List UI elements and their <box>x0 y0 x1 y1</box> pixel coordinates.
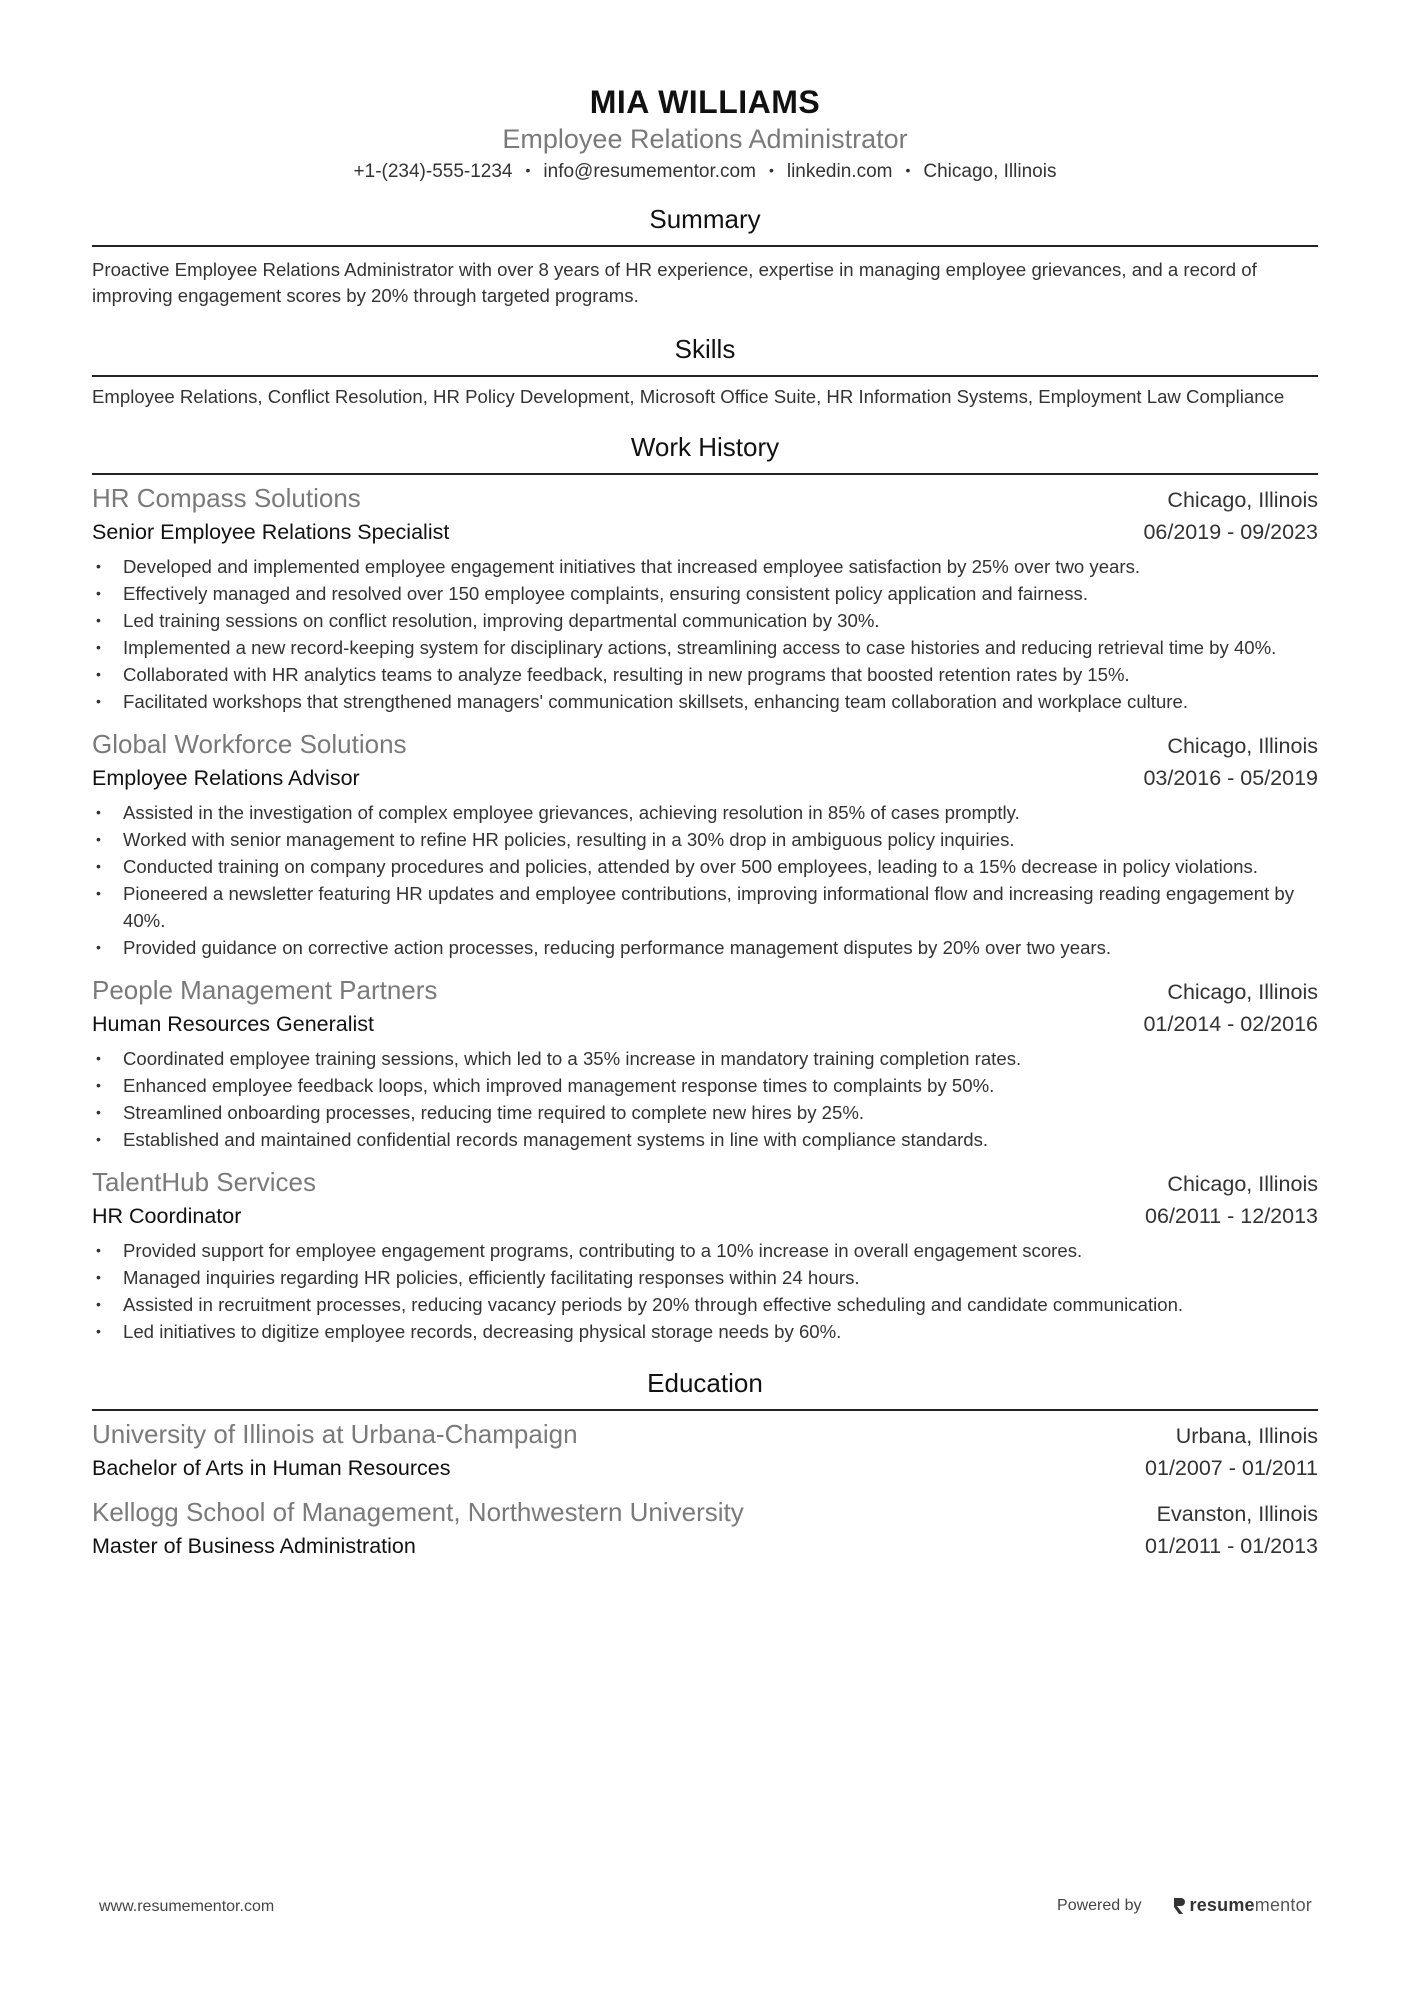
bullet-icon: • <box>96 1323 101 1339</box>
bullet-icon: • <box>96 1104 101 1120</box>
job-bullet <box>92 853 1318 880</box>
bullet-text: Worked with senior management to refine HR policies, resulting in a 30% drop in ambiguous policy inquiries. <box>123 829 1015 850</box>
education-degree-row <box>92 1451 1318 1485</box>
job-role: HR Coordinator <box>92 1204 242 1228</box>
education-dates: 01/2011 - 01/2013 <box>1145 1534 1318 1558</box>
job-role-row <box>92 1007 1318 1041</box>
contact-separator: • <box>768 162 774 178</box>
bullet-icon: • <box>96 1269 101 1285</box>
job-bullet <box>92 580 1318 607</box>
bullet-icon: • <box>96 885 101 901</box>
job-entry <box>92 727 1318 961</box>
bullet-text: Pioneered a newsletter featuring HR updates and employee contributions, improving informational flow and increasing reading engagement by 40%. <box>123 883 1295 931</box>
job-role: Human Resources Generalist <box>92 1012 375 1036</box>
job-bullet <box>92 661 1318 688</box>
job-location: Chicago, Illinois <box>1167 734 1318 758</box>
job-header-row <box>92 1165 1318 1199</box>
job-bullet <box>92 799 1318 826</box>
job-location: Chicago, Illinois <box>1167 488 1318 512</box>
school-name: Kellogg School of Management, Northwestern University <box>92 1497 744 1527</box>
job-role-row <box>92 515 1318 549</box>
section-heading: Work History <box>630 432 780 462</box>
section-divider <box>92 245 1318 247</box>
education-list <box>92 1417 1318 1563</box>
bullet-text: Developed and implemented employee engagement initiatives that increased employee satisfaction by 25% over two years. <box>123 556 1141 577</box>
bullet-icon: • <box>96 558 101 574</box>
education-header-row <box>92 1495 1318 1529</box>
job-bullet <box>92 1045 1318 1072</box>
bullet-icon: • <box>96 1077 101 1093</box>
job-role-row <box>92 761 1318 795</box>
bullet-text: Coordinated employee training sessions, which led to a 35% increase in mandatory training completion rates. <box>123 1048 1022 1069</box>
job-company: HR Compass Solutions <box>92 483 361 513</box>
job-header-row <box>92 727 1318 761</box>
bullet-text: Streamlined onboarding processes, reducing time required to complete new hires by 25%. <box>123 1102 865 1123</box>
job-bullet <box>92 1099 1318 1126</box>
section-heading: Education <box>647 1368 763 1398</box>
bullet-text: Provided guidance on corrective action processes, reducing performance management disputes by 20% over two years. <box>123 937 1112 958</box>
resume-page <box>92 82 1318 1563</box>
bullet-icon: • <box>96 858 101 874</box>
bullet-text: Led initiatives to digitize employee records, decreasing physical storage needs by 60%. <box>123 1321 842 1342</box>
job-header-row <box>92 973 1318 1007</box>
bullet-icon: • <box>96 1242 101 1258</box>
logo-bold-text: resume <box>1189 1895 1255 1915</box>
resumementor-logo[interactable] <box>1190 1895 1312 1916</box>
footer-website[interactable]: www.resumementor.com <box>99 1898 275 1915</box>
job-bullet <box>92 1291 1318 1318</box>
degree: Bachelor of Arts in Human Resources <box>92 1456 451 1480</box>
job-bullets <box>92 1237 1318 1345</box>
job-bullet <box>92 1237 1318 1264</box>
education-entry <box>92 1417 1318 1485</box>
contact-separator: • <box>905 162 911 178</box>
job-company: People Management Partners <box>92 975 438 1005</box>
education-degree-row <box>92 1529 1318 1563</box>
school-location: Evanston, Illinois <box>1156 1502 1318 1526</box>
school-location: Urbana, Illinois <box>1175 1424 1318 1448</box>
section-divider <box>92 1409 1318 1411</box>
bullet-icon: • <box>96 639 101 655</box>
candidate-title: Employee Relations Administrator <box>502 124 908 154</box>
job-bullet <box>92 1072 1318 1099</box>
job-bullet <box>92 607 1318 634</box>
job-bullets <box>92 553 1318 715</box>
job-dates: 01/2014 - 02/2016 <box>1143 1012 1318 1036</box>
education-header-row <box>92 1417 1318 1451</box>
bullet-text: Collaborated with HR analytics teams to analyze feedback, resulting in new programs that boosted retention rates by 15%. <box>123 664 1130 685</box>
education-entry <box>92 1495 1318 1563</box>
job-role: Employee Relations Advisor <box>92 766 360 790</box>
contact-phone: +1-(234)-555-1234 <box>353 161 513 182</box>
section-divider <box>92 473 1318 475</box>
job-bullets <box>92 1045 1318 1153</box>
education-dates: 01/2007 - 01/2011 <box>1145 1456 1318 1480</box>
bullet-icon: • <box>96 939 101 955</box>
job-bullet <box>92 880 1318 934</box>
section-heading: Summary <box>649 204 761 234</box>
bullet-text: Enhanced employee feedback loops, which improved management response times to complaints by 50%. <box>123 1075 995 1096</box>
job-role-row <box>92 1199 1318 1233</box>
bullet-text: Provided support for employee engagement programs, contributing to a 10% increase in overall engagement scores. <box>123 1240 1083 1261</box>
bullet-text: Led training sessions on conflict resolution, improving departmental communication by 30%. <box>123 610 880 631</box>
candidate-name: MIA WILLIAMS <box>589 84 821 120</box>
job-bullet <box>92 1318 1318 1345</box>
resumementor-logo-icon <box>1172 1896 1186 1916</box>
resume-header <box>92 82 1318 186</box>
bullet-icon: • <box>96 1050 101 1066</box>
bullet-icon: • <box>96 585 101 601</box>
job-company: Global Workforce Solutions <box>92 729 407 759</box>
bullet-icon: • <box>96 831 101 847</box>
job-header-row <box>92 481 1318 515</box>
job-bullet <box>92 634 1318 661</box>
job-bullet <box>92 826 1318 853</box>
bullet-text: Assisted in recruitment processes, reducing vacancy periods by 20% through effective scheduling and candidate communication. <box>123 1294 1184 1315</box>
contact-location: Chicago, Illinois <box>923 161 1057 182</box>
work-history-section <box>92 429 1318 1345</box>
bullet-icon: • <box>96 666 101 682</box>
job-bullet <box>92 1264 1318 1291</box>
job-dates: 06/2019 - 09/2023 <box>1143 520 1318 544</box>
job-dates: 03/2016 - 05/2019 <box>1143 766 1318 790</box>
jobs-list <box>92 481 1318 1345</box>
logo-light-text: mentor <box>1254 1895 1312 1915</box>
section-heading: Skills <box>674 334 736 364</box>
job-entry <box>92 973 1318 1153</box>
bullet-text: Effectively managed and resolved over 150 employee complaints, ensuring consistent policy application and fairness. <box>123 583 1089 604</box>
degree: Master of Business Administration <box>92 1534 416 1558</box>
bullet-icon: • <box>96 1296 101 1312</box>
job-bullet <box>92 553 1318 580</box>
job-role: Senior Employee Relations Specialist <box>92 520 450 544</box>
education-section <box>92 1365 1318 1563</box>
contact-linkedin[interactable]: linkedin.com <box>786 161 893 182</box>
bullet-text: Established and maintained confidential records management systems in line with compliance standards. <box>123 1129 989 1150</box>
job-location: Chicago, Illinois <box>1167 1172 1318 1196</box>
powered-by-label: Powered by <box>1057 1896 1142 1914</box>
skills-section <box>92 331 1318 409</box>
footer-branding <box>1057 1895 1312 1916</box>
job-bullet <box>92 1126 1318 1153</box>
bullet-icon: • <box>96 612 101 628</box>
contact-separator: • <box>525 162 531 178</box>
bullet-text: Assisted in the investigation of complex employee grievances, achieving resolution in 85% of cases promptly. <box>123 802 1020 823</box>
job-bullets <box>92 799 1318 961</box>
job-dates: 06/2011 - 12/2013 <box>1145 1204 1318 1228</box>
summary-text: Proactive Employee Relations Administrator with over 8 years of HR experience, expertise in managing employee grievances, and a record of improving engagement scores by 20% through targeted programs. <box>92 259 1257 306</box>
school-name: University of Illinois at Urbana-Champaign <box>92 1419 578 1449</box>
bullet-icon: • <box>96 693 101 709</box>
contact-email[interactable]: info@resumementor.com <box>543 161 756 182</box>
job-bullet <box>92 688 1318 715</box>
section-divider <box>92 375 1318 377</box>
job-entry <box>92 1165 1318 1345</box>
contact-line <box>92 156 1318 186</box>
summary-section <box>92 201 1318 309</box>
bullet-text: Facilitated workshops that strengthened managers' communication skillsets, enhancing team collaboration and workplace culture. <box>123 691 1188 712</box>
job-company: TalentHub Services <box>92 1167 316 1197</box>
bullet-text: Conducted training on company procedures and policies, attended by over 500 employees, leading to a 15% decrease in policy violations. <box>123 856 1258 877</box>
job-bullet <box>92 934 1318 961</box>
bullet-text: Implemented a new record-keeping system for disciplinary actions, streamlining access to case histories and reducing retrieval time by 40%. <box>123 637 1277 658</box>
bullet-text: Managed inquiries regarding HR policies, efficiently facilitating responses within 24 hours. <box>123 1267 860 1288</box>
bullet-icon: • <box>96 804 101 820</box>
job-location: Chicago, Illinois <box>1167 980 1318 1004</box>
skills-text: Employee Relations, Conflict Resolution, HR Policy Development, Microsoft Office Suite, HR Information Systems, Employment Law Compliance <box>92 386 1285 407</box>
bullet-icon: • <box>96 1131 101 1147</box>
job-entry <box>92 481 1318 715</box>
